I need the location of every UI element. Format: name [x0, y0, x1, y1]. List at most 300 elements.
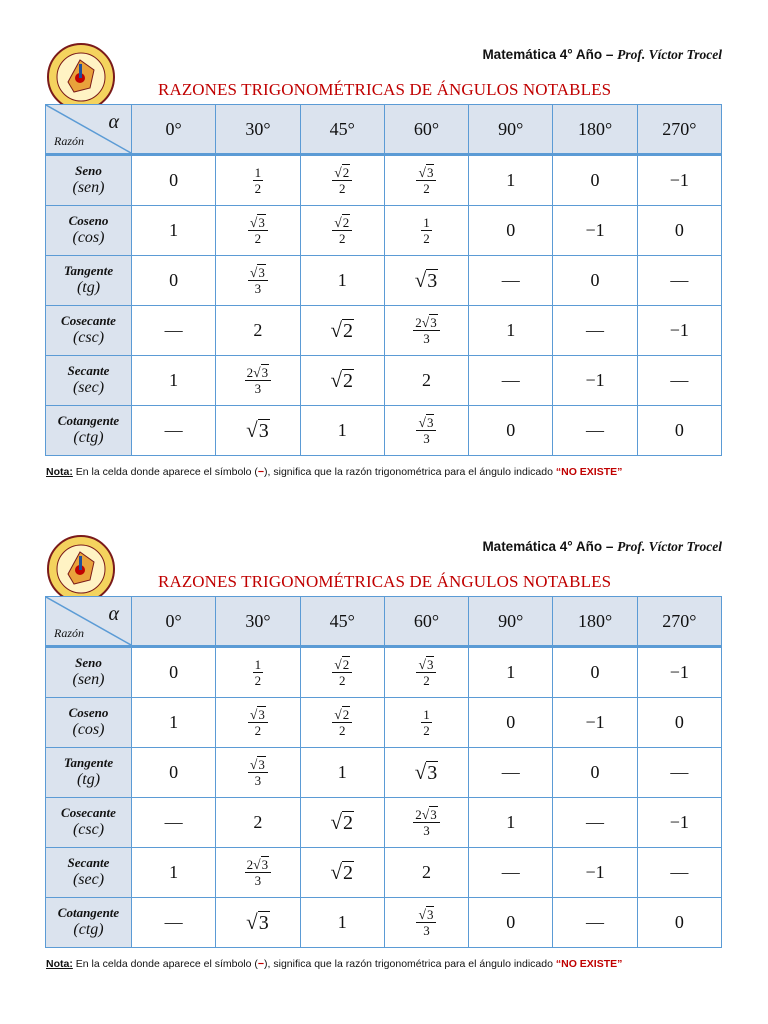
ratio-name: Secante — [67, 362, 110, 378]
radical-value: √3 — [414, 268, 438, 292]
value-cell — [132, 748, 216, 798]
note-no-existe: NO EXISTE — [561, 958, 618, 970]
value-cell — [637, 647, 721, 698]
value-text: — — [586, 420, 605, 440]
value-text: — — [670, 762, 689, 782]
row-label — [46, 155, 132, 206]
fraction-numerator: √3 — [248, 708, 268, 724]
razon-label: Razón — [54, 134, 84, 148]
radicand: 3 — [258, 420, 269, 442]
radicand: 3 — [427, 270, 438, 292]
fraction-value — [332, 658, 352, 688]
fraction-numerator: √3 — [416, 908, 436, 924]
value-cell — [469, 206, 553, 256]
value-cell — [384, 356, 468, 406]
row-label — [46, 698, 132, 748]
radical-value: √2 — [330, 318, 353, 342]
value-cell — [637, 848, 721, 898]
value-cell — [384, 256, 468, 306]
fraction-value — [416, 416, 436, 446]
row-label — [46, 647, 132, 698]
radicand: 2 — [342, 862, 353, 884]
fraction-denominator: 2 — [338, 723, 346, 739]
fraction-value — [416, 166, 436, 196]
value-text: −1 — [585, 370, 605, 390]
razon-label: Razón — [54, 626, 84, 640]
value-cell — [384, 306, 468, 356]
value-text: 0 — [674, 912, 684, 932]
author-line — [482, 539, 722, 555]
fraction-numerator: √2 — [332, 708, 352, 724]
table-row — [46, 898, 722, 948]
value-text: 0 — [590, 662, 600, 682]
angle-header: 45° — [300, 597, 384, 647]
value-text: 1 — [337, 420, 347, 440]
value-cell — [637, 306, 721, 356]
author-professor: Prof. Víctor Trocel — [617, 539, 722, 554]
value-text: 1 — [506, 170, 516, 190]
fraction-denominator: 2 — [254, 673, 262, 688]
value-text: 0 — [590, 270, 600, 290]
fraction-numerator: √2 — [332, 166, 352, 182]
value-cell — [553, 698, 637, 748]
note-symbol: − — [257, 958, 265, 970]
note-text: En la celda donde aparece el símbolo ( — [72, 466, 258, 478]
value-cell — [637, 898, 721, 948]
value-cell — [469, 155, 553, 206]
page-title: RAZONES TRIGONOMÉTRICAS DE ÁNGULOS NOTABLES — [158, 80, 612, 99]
sheet-bottom — [0, 492, 768, 982]
fraction-numerator: √2 — [332, 216, 352, 232]
value-text: — — [164, 912, 183, 932]
table-row — [46, 748, 722, 798]
angle-header: 30° — [216, 105, 300, 155]
table-row — [46, 155, 722, 206]
fraction-value — [245, 858, 272, 888]
note-no-existe: NO EXISTE — [561, 466, 618, 478]
value-cell — [300, 406, 384, 456]
value-text: 1 — [169, 712, 179, 732]
value-text: −1 — [585, 862, 605, 882]
radical-value: √2 — [330, 810, 353, 834]
value-cell — [553, 356, 637, 406]
angle-header: 180° — [553, 597, 637, 647]
note-quote: “ — [555, 958, 562, 970]
value-cell — [637, 155, 721, 206]
trig-table — [45, 596, 722, 948]
value-cell — [216, 898, 300, 948]
note-label: Nota: — [46, 466, 73, 478]
value-cell — [216, 155, 300, 206]
note-label: Nota: — [46, 958, 73, 970]
author-course: Matemática 4° Año – — [482, 47, 618, 62]
fraction-denominator: 2 — [423, 673, 430, 689]
ratio-name: Coseno — [68, 704, 109, 720]
fraction-numerator: 1 — [423, 215, 430, 230]
value-cell — [469, 356, 553, 406]
footnote — [46, 958, 622, 970]
sheet-top — [0, 0, 768, 490]
value-cell — [300, 256, 384, 306]
value-cell — [637, 256, 721, 306]
value-cell — [384, 798, 468, 848]
ratio-name: Cotangente — [57, 412, 120, 428]
fraction-denominator: 2 — [254, 723, 262, 739]
trig-table — [45, 104, 722, 456]
fraction-denominator: 2 — [254, 231, 262, 247]
fraction-numerator: √3 — [416, 658, 436, 674]
radical-value: √3 — [414, 760, 438, 784]
author-professor: Prof. Víctor Trocel — [617, 47, 722, 62]
value-text: 1 — [169, 862, 179, 882]
fraction-value — [416, 908, 436, 938]
value-cell — [216, 256, 300, 306]
fraction-value — [421, 216, 432, 245]
fraction-denominator: 3 — [423, 431, 430, 447]
fraction-numerator: √3 — [248, 758, 268, 774]
fraction-value — [413, 808, 440, 838]
value-text: 1 — [506, 812, 516, 832]
ratio-abbr: (ctg) — [73, 920, 104, 938]
radical-value: √3 — [246, 910, 269, 934]
value-cell — [132, 155, 216, 206]
fraction-numerator: √3 — [248, 266, 268, 282]
value-cell — [216, 406, 300, 456]
value-cell — [132, 406, 216, 456]
fraction-denominator: 3 — [254, 381, 262, 397]
radical-value: √2 — [330, 368, 353, 392]
value-cell — [637, 698, 721, 748]
value-cell — [553, 647, 637, 698]
value-cell — [384, 898, 468, 948]
value-cell — [553, 798, 637, 848]
value-cell — [637, 356, 721, 406]
value-text: 0 — [674, 712, 684, 732]
radical-value: √3 — [246, 418, 269, 442]
value-text: 2 — [253, 320, 263, 340]
value-text: 0 — [590, 170, 600, 190]
angle-header: 0° — [132, 597, 216, 647]
value-text: −1 — [669, 662, 689, 682]
fraction-numerator: 2√3 — [245, 858, 272, 874]
value-text: 0 — [590, 762, 600, 782]
footnote — [46, 466, 622, 478]
value-cell — [300, 898, 384, 948]
value-text: 0 — [674, 220, 684, 240]
value-cell — [216, 306, 300, 356]
value-cell — [216, 848, 300, 898]
value-cell — [469, 406, 553, 456]
value-cell — [637, 206, 721, 256]
row-label — [46, 406, 132, 456]
table-row — [46, 356, 722, 406]
value-cell — [300, 848, 384, 898]
value-cell — [384, 155, 468, 206]
note-text: ), significa que la razón trigonométrica para el ángulo indicado — [264, 466, 556, 478]
fraction-denominator: 3 — [423, 923, 430, 939]
value-text: — — [586, 912, 605, 932]
row-label — [46, 206, 132, 256]
fraction-numerator: 2√3 — [245, 366, 272, 382]
header-row — [46, 597, 722, 647]
value-text: 0 — [674, 420, 684, 440]
note-quote: “ — [555, 466, 562, 478]
value-cell — [469, 306, 553, 356]
value-cell — [216, 698, 300, 748]
alpha-symbol: α — [108, 603, 119, 625]
fraction-value — [253, 166, 264, 195]
value-text: 0 — [169, 662, 179, 682]
ratio-abbr: (tg) — [76, 278, 101, 296]
fraction-numerator: 1 — [254, 165, 262, 180]
note-quote: ” — [617, 958, 623, 970]
value-cell — [300, 698, 384, 748]
corner-cell — [46, 105, 132, 155]
fraction-value — [421, 708, 432, 737]
value-cell — [132, 848, 216, 898]
angle-header: 270° — [637, 105, 721, 155]
row-label — [46, 748, 132, 798]
table-row — [46, 798, 722, 848]
value-cell — [216, 356, 300, 406]
value-text: 1 — [169, 220, 179, 240]
value-text: — — [164, 420, 183, 440]
row-label — [46, 356, 132, 406]
value-cell — [637, 406, 721, 456]
value-cell — [469, 647, 553, 698]
ratio-abbr: (ctg) — [73, 428, 104, 446]
value-cell — [384, 748, 468, 798]
value-cell — [469, 698, 553, 748]
ratio-name: Coseno — [68, 212, 109, 228]
fraction-value — [332, 708, 352, 738]
value-cell — [384, 406, 468, 456]
value-cell — [553, 306, 637, 356]
ratio-abbr: (sen) — [72, 670, 105, 688]
table-row — [46, 698, 722, 748]
value-cell — [553, 206, 637, 256]
value-text: — — [670, 862, 689, 882]
fraction-numerator: 2√3 — [413, 808, 440, 824]
fraction-value — [413, 316, 440, 346]
row-label — [46, 306, 132, 356]
value-cell — [469, 256, 553, 306]
fraction-value — [248, 216, 268, 246]
value-cell — [300, 155, 384, 206]
value-cell — [384, 698, 468, 748]
value-cell — [637, 798, 721, 848]
radicand: 2 — [342, 370, 353, 392]
fraction-denominator: 2 — [423, 723, 430, 738]
value-text: 0 — [169, 270, 179, 290]
value-cell — [132, 256, 216, 306]
fraction-value — [332, 166, 352, 196]
alpha-symbol: α — [108, 111, 119, 133]
fraction-numerator: 1 — [423, 707, 430, 722]
fraction-numerator: √2 — [332, 658, 352, 674]
value-cell — [553, 155, 637, 206]
value-text: −1 — [585, 220, 605, 240]
value-cell — [300, 647, 384, 698]
ratio-name: Cosecante — [61, 804, 116, 820]
fraction-value — [245, 366, 272, 396]
value-text: — — [164, 320, 183, 340]
value-text: — — [670, 370, 689, 390]
value-text: 0 — [506, 220, 516, 240]
value-cell — [553, 748, 637, 798]
note-text: ), significa que la razón trigonométrica para el ángulo indicado — [264, 958, 556, 970]
angle-header: 270° — [637, 597, 721, 647]
fraction-denominator: 2 — [338, 231, 346, 247]
table-row — [46, 647, 722, 698]
angle-header: 60° — [384, 105, 468, 155]
angle-header: 60° — [384, 597, 468, 647]
value-text: 0 — [169, 170, 179, 190]
value-cell — [132, 647, 216, 698]
radical-value: √2 — [330, 860, 353, 884]
value-text: 2 — [421, 862, 431, 882]
row-label — [46, 798, 132, 848]
value-cell — [300, 356, 384, 406]
value-text: −1 — [669, 170, 689, 190]
fraction-numerator: √3 — [248, 216, 268, 232]
angle-header: 45° — [300, 105, 384, 155]
ratio-name: Tangente — [63, 262, 114, 278]
radicand: 2 — [342, 320, 353, 342]
fraction-numerator: 2√3 — [413, 316, 440, 332]
fraction-denominator: 3 — [254, 873, 262, 889]
value-cell — [216, 798, 300, 848]
ratio-name: Cosecante — [61, 312, 116, 328]
header-row — [46, 105, 722, 155]
value-cell — [132, 206, 216, 256]
fraction-value — [248, 758, 268, 788]
radicand: 3 — [427, 762, 438, 784]
fraction-denominator: 2 — [254, 181, 262, 196]
value-cell — [469, 848, 553, 898]
value-text: −1 — [585, 712, 605, 732]
value-text: 1 — [337, 912, 347, 932]
ratio-name: Seno — [75, 162, 102, 178]
ratio-name: Tangente — [63, 754, 114, 770]
value-text: — — [586, 812, 605, 832]
value-cell — [469, 898, 553, 948]
fraction-value — [248, 266, 268, 296]
value-text: 2 — [253, 812, 263, 832]
value-text: 1 — [337, 762, 347, 782]
table-row — [46, 206, 722, 256]
fraction-numerator: √3 — [416, 416, 436, 432]
value-text: 1 — [169, 370, 179, 390]
value-cell — [469, 748, 553, 798]
angle-header: 0° — [132, 105, 216, 155]
ratio-name: Cotangente — [57, 904, 120, 920]
value-cell — [216, 206, 300, 256]
fraction-denominator: 3 — [254, 281, 262, 297]
angle-header: 90° — [469, 105, 553, 155]
fraction-denominator: 3 — [423, 331, 430, 347]
value-text: 1 — [337, 270, 347, 290]
fraction-value — [248, 708, 268, 738]
note-text: En la celda donde aparece el símbolo ( — [72, 958, 258, 970]
fraction-denominator: 3 — [254, 773, 262, 789]
radicand: 2 — [342, 812, 353, 834]
value-cell — [637, 748, 721, 798]
fraction-value — [253, 658, 264, 687]
fraction-denominator: 2 — [423, 181, 430, 197]
ratio-abbr: (sen) — [72, 178, 105, 196]
value-cell — [553, 848, 637, 898]
row-label — [46, 256, 132, 306]
ratio-abbr: (tg) — [76, 770, 101, 788]
table-row — [46, 306, 722, 356]
note-symbol: − — [257, 466, 265, 478]
value-text: 0 — [506, 420, 516, 440]
table-row — [46, 406, 722, 456]
value-cell — [216, 748, 300, 798]
angle-header: 180° — [553, 105, 637, 155]
author-line — [482, 47, 722, 63]
fraction-denominator: 3 — [423, 823, 430, 839]
value-text: 0 — [169, 762, 179, 782]
fraction-numerator: √3 — [416, 166, 436, 182]
table-row — [46, 848, 722, 898]
value-text: 0 — [506, 912, 516, 932]
value-text: 1 — [506, 320, 516, 340]
angle-header: 90° — [469, 597, 553, 647]
value-text: — — [501, 862, 520, 882]
school-seal-logo — [46, 42, 116, 112]
value-cell — [300, 798, 384, 848]
ratio-abbr: (cos) — [72, 720, 105, 738]
value-text: — — [586, 320, 605, 340]
value-cell — [300, 206, 384, 256]
fraction-numerator: 1 — [254, 657, 262, 672]
ratio-abbr: (csc) — [72, 820, 105, 838]
value-cell — [132, 698, 216, 748]
value-cell — [132, 306, 216, 356]
value-text: −1 — [669, 320, 689, 340]
value-cell — [300, 748, 384, 798]
value-cell — [553, 898, 637, 948]
value-cell — [384, 848, 468, 898]
fraction-value — [332, 216, 352, 246]
radicand: 3 — [258, 912, 269, 934]
ratio-abbr: (sec) — [72, 378, 105, 396]
value-text: — — [501, 270, 520, 290]
value-cell — [132, 798, 216, 848]
value-text: — — [501, 762, 520, 782]
author-course: Matemática 4° Año – — [482, 539, 618, 554]
table-row — [46, 256, 722, 306]
value-text: 0 — [506, 712, 516, 732]
value-text: 2 — [421, 370, 431, 390]
ratio-abbr: (cos) — [72, 228, 105, 246]
row-label — [46, 848, 132, 898]
value-cell — [300, 306, 384, 356]
value-text: — — [670, 270, 689, 290]
note-quote: ” — [617, 466, 623, 478]
ratio-name: Secante — [67, 854, 110, 870]
value-cell — [384, 206, 468, 256]
value-text: — — [164, 812, 183, 832]
value-cell — [132, 898, 216, 948]
fraction-value — [416, 658, 436, 688]
fraction-denominator: 2 — [338, 673, 346, 689]
row-label — [46, 898, 132, 948]
page-title: RAZONES TRIGONOMÉTRICAS DE ÁNGULOS NOTABLES — [158, 572, 612, 591]
value-cell — [553, 256, 637, 306]
